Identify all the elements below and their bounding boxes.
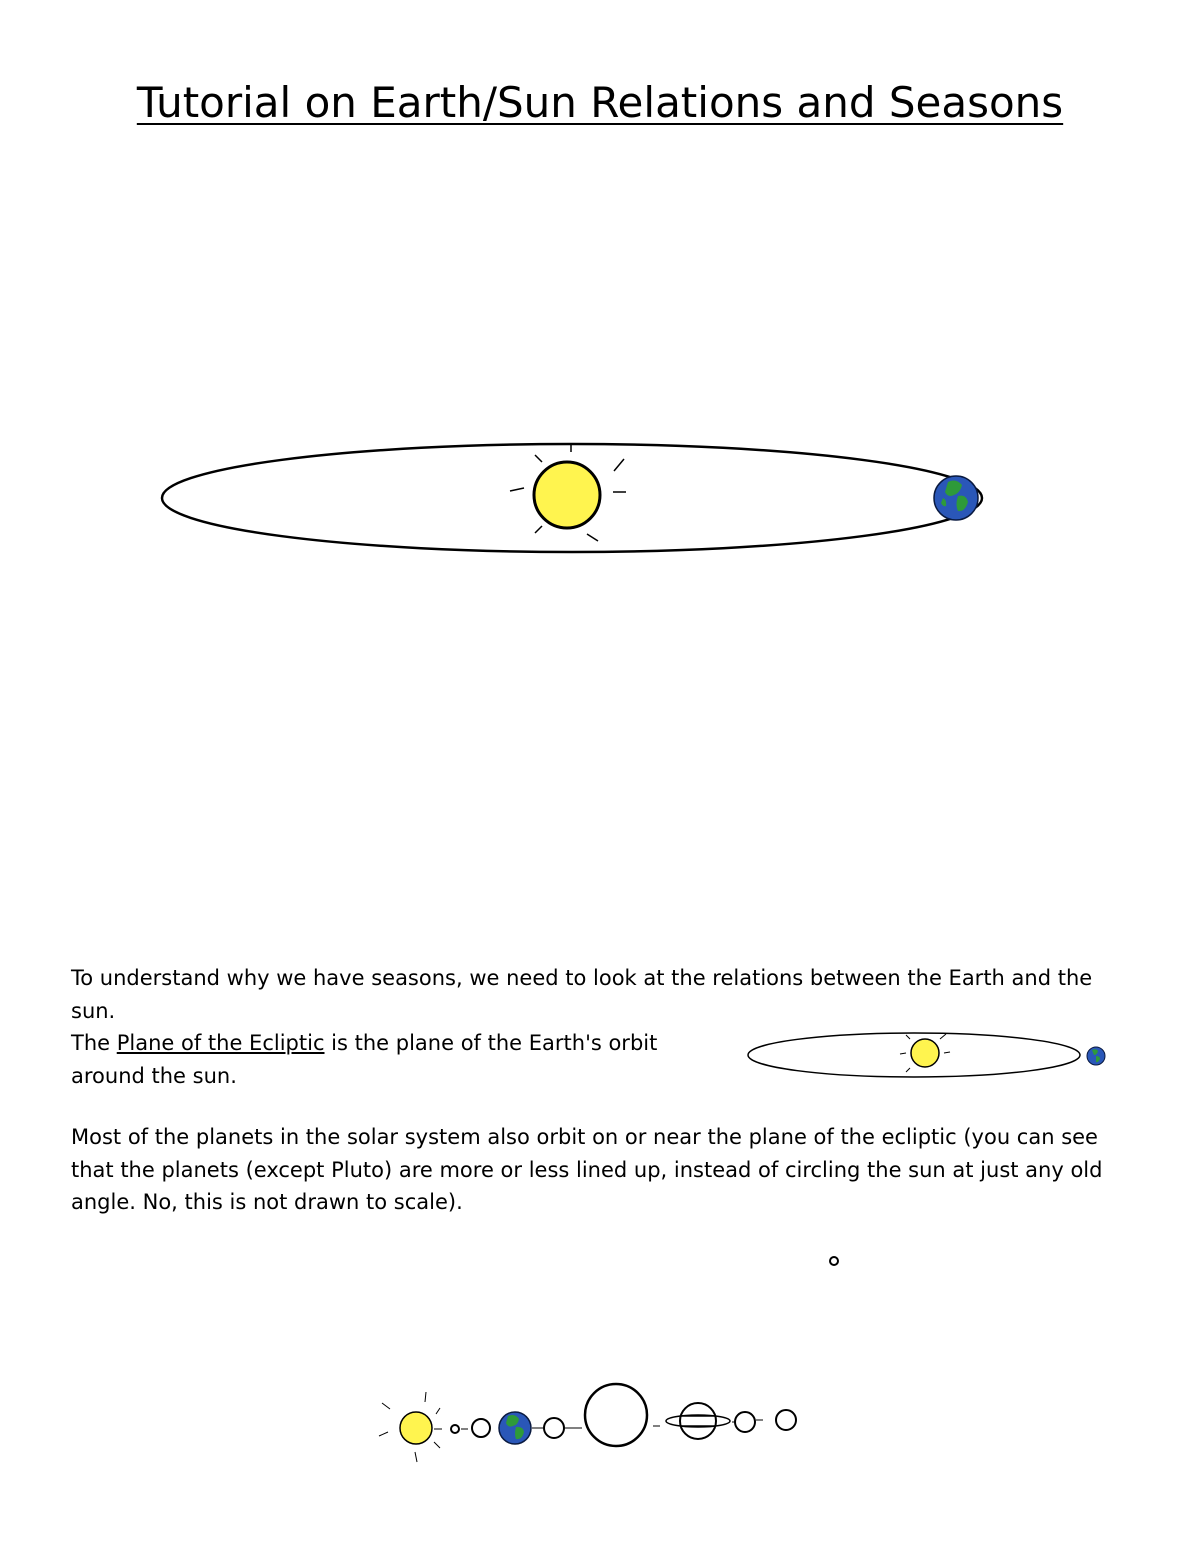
pluto-icon	[826, 1254, 842, 1270]
page-title: Tutorial on Earth/Sun Relations and Seasons	[136, 78, 1064, 127]
mars-icon	[544, 1418, 564, 1438]
uranus-icon	[735, 1412, 755, 1432]
small-earth-icon	[1087, 1047, 1105, 1065]
ecliptic-text-rest: is the plane of the Earth's orbit around the sun.	[71, 1031, 658, 1088]
earth-icon	[934, 476, 978, 520]
intro-paragraph: To understand why we have seasons, we need to look at the relations between the Earth and the sun.	[71, 966, 1093, 1023]
ecliptic-text-lead: The	[71, 1031, 117, 1055]
small-sun-icon	[900, 1034, 950, 1072]
ecliptic-paragraph	[71, 1027, 721, 1092]
sun-icon	[510, 445, 626, 541]
saturn-icon	[666, 1403, 730, 1439]
small-orbit-diagram	[740, 1026, 1110, 1086]
mercury-icon	[451, 1425, 459, 1433]
earth-orbit-diagram	[150, 430, 1000, 570]
jupiter-icon	[585, 1384, 647, 1446]
lineup-sun-icon	[379, 1392, 440, 1462]
venus-icon	[472, 1419, 490, 1437]
solar-system-diagram	[370, 1378, 810, 1468]
ecliptic-term: Plane of the Ecliptic	[116, 1031, 325, 1055]
neptune-icon	[776, 1410, 796, 1430]
planets-paragraph: Most of the planets in the solar system also orbit on or near the plane of the ecliptic (you can see that the planets (except Pluto) are more or less lined up, instead of circling the sun at just any old angle. No, this is not drawn to scale).	[71, 1125, 1103, 1214]
lineup-earth-icon	[499, 1412, 531, 1444]
